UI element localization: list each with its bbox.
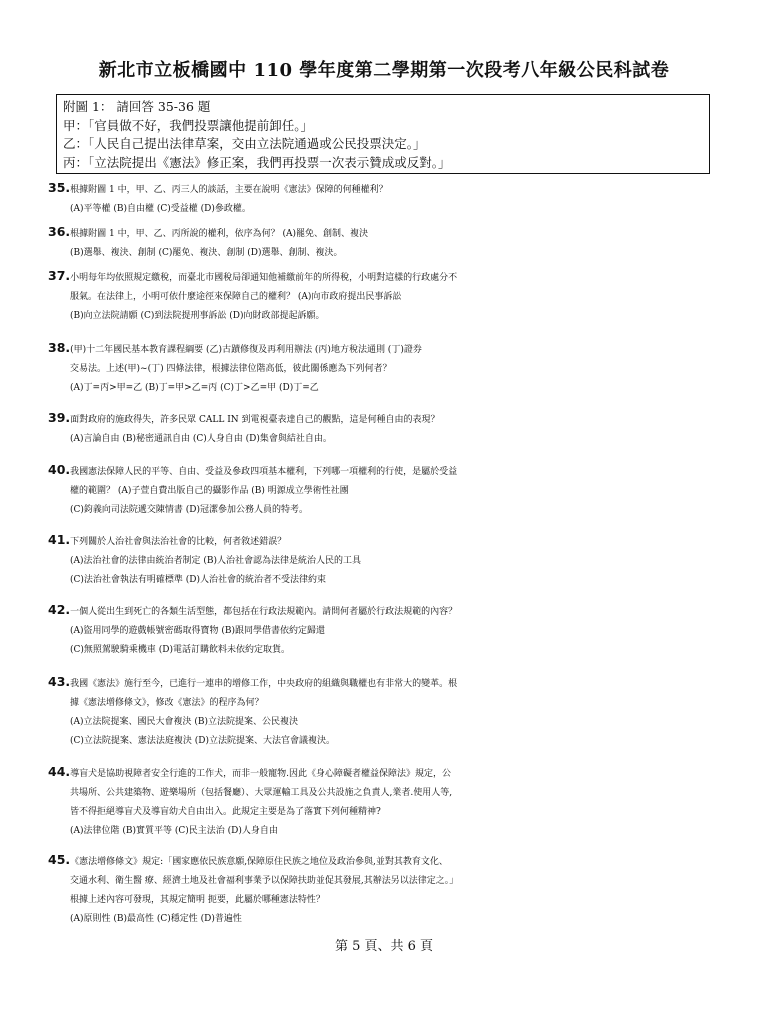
- question-38: [48, 338, 728, 398]
- question-options: (A)立法院提案、國民大會複決 (B)立法院提案、公民複決: [70, 717, 299, 727]
- question-stem: 導盲犬是協助視障者安全行進的工作犬，而非一般寵物.因此《身心障礙者權益保障法》規定，公: [70, 769, 452, 779]
- question-37: [48, 266, 728, 326]
- question-36: [48, 222, 728, 263]
- question-number: 43.: [48, 674, 71, 689]
- question-options: (C)鈞義向司法院遞交陳情書 (D)冠潔參加公務人員的特考。: [70, 505, 309, 515]
- question-options: (A)丁=丙>甲=乙 (B)丁=甲>乙=丙 (C)丁>乙=甲 (D)丁=乙: [70, 383, 319, 393]
- question-42: [48, 600, 728, 660]
- question-stem: (甲)十二年國民基本教育課程綱要 (乙)古蹟修復及再利用辦法 (丙)地方稅法通則 (丁)證券: [70, 345, 422, 355]
- question-stem: 一個人從出生到死亡的各類生活型態，都包括在行政法規範內。請問何者屬於行政法規範的內容？: [70, 607, 458, 617]
- question-stem: 面對政府的施政得失，許多民眾 CALL IN 到電視臺表達自己的觀點，這是何種自由的表現？: [70, 415, 440, 425]
- question-options: (A)法治社會的法律由統治者制定 (B)人治社會認為法律是統治人民的工具: [70, 556, 362, 566]
- figure-quote-yi: 乙：「人民自己提出法律草案，交由立法院通過或公民投票決定。」: [63, 136, 426, 151]
- question-number: 40.: [48, 462, 71, 477]
- question-number: 38.: [48, 340, 71, 355]
- question-stem: 下列關於人治社會與法治社會的比較，何者敘述錯誤？: [70, 537, 287, 547]
- question-stem: 小明每年均依照規定繳稅，而臺北市國稅局卻通知他補繳前年的所得稅，小明對這樣的行政處分不: [70, 273, 458, 283]
- question-number: 35.: [48, 180, 71, 195]
- question-number: 44.: [48, 764, 71, 779]
- question-44: [48, 762, 728, 841]
- question-text-line: 交通水利、衛生醫 療、經濟土地及社會福利事業予以保障扶助並促其發展,其辦法另以法律定之。」: [70, 876, 459, 886]
- question-text-line: 皆不得拒絕導盲犬及導盲幼犬自由出入。此規定主要是為了落實下列何種精神?: [70, 807, 381, 817]
- page-number: 第 5 頁、共 6 頁: [334, 939, 434, 954]
- figure-quote-bing: 丙：「立法院提出《憲法》修正案，我們再投票一次表示贊成或反對。」: [63, 154, 451, 170]
- question-options: (B)選舉、複決、創制 (C)罷免、複決、創制 (D)選舉、創制、複決。: [70, 248, 343, 258]
- question-text-line: 交易法。上述(甲)~(丁) 四條法律，根據法律位階高低，彼此關係應為下列何者？: [70, 364, 392, 374]
- question-text-line: 共場所、公共建築物、遊樂場所（包括餐廳）、大眾運輸工具及公共設施之負責人,業者.使用人等,: [70, 788, 453, 798]
- question-number: 39.: [48, 410, 71, 425]
- question-options: (A)平等權 (B)自由權 (C)受益權 (D)參政權。: [70, 204, 251, 214]
- question-41: [48, 530, 728, 590]
- question-stem: 根據附圖 1 中，甲、乙、丙三人的談話，主要在說明《憲法》保障的何種權利？: [70, 185, 388, 195]
- question-options: (A)言論自由 (B)秘密通訊自由 (C)人身自由 (D)集會與結社自由。: [70, 434, 332, 444]
- question-number: 41.: [48, 532, 71, 547]
- question-43: [48, 672, 728, 751]
- question-stem: 我國《憲法》施行至今，已進行一連串的增修工作，中央政府的組織與職權也有非常大的變革。根: [70, 679, 458, 689]
- question-number: 45.: [48, 852, 71, 867]
- question-options: (B)向立法院請願 (C)到法院提刑事訴訟 (D)向財政部提起訴願。: [70, 311, 325, 321]
- figure-1-box: [56, 94, 710, 174]
- question-45: [48, 850, 728, 929]
- question-options: (A)盜用同學的遊戲帳號密碼取得寶物 (B)跟同學借書依約定歸還: [70, 626, 326, 636]
- question-stem: 《憲法增修條文》規定:「國家應依民族意願,保障原住民族之地位及政治參與,並對其教育文化、: [70, 857, 448, 867]
- question-number: 36.: [48, 224, 71, 239]
- figure-quote-jia: 甲：「官員做不好，我們投票讓他提前卸任。」: [63, 117, 314, 133]
- question-options: (C)立法院提案、憲法法庭複決 (D)立法院提案、大法官會議複決。: [70, 736, 336, 746]
- question-stem: 根據附圖 1 中，甲、乙、丙所說的權利，依序為何？ (A)罷免、創制、複決: [70, 229, 368, 239]
- question-35: [48, 178, 728, 219]
- question-text-line: 服氣。在法律上，小明可依什麼途徑來保障自己的權利？ (A)向市政府提出民事訴訟: [70, 292, 402, 302]
- question-number: 37.: [48, 268, 71, 283]
- figure-caption: 附圖 1： 請回答 35-36 題: [63, 99, 211, 114]
- question-text-line: 據《憲法增修條文》，修改《憲法》的程序為何？: [70, 698, 264, 708]
- question-options: (A)原則性 (B)最高性 (C)穩定性 (D)普遍性: [70, 914, 242, 924]
- exam-title: 新北市立板橋國中 110 學年度第二學期第一次段考八年級公民科試卷: [98, 60, 670, 81]
- question-number: 42.: [48, 602, 71, 617]
- question-options: (C)無照駕駛騎乘機車 (D)電話訂購飲料未依約定取貨。: [70, 645, 291, 655]
- question-options: (A)法律位階 (B)實質平等 (C)民主法治 (D)人身自由: [70, 826, 278, 836]
- question-text-line: 根據上述內容可發現，其規定簡明 扼要，此屬於哪種憲法特性？: [70, 895, 325, 905]
- question-stem: 我國憲法保障人民的平等、自由、受益及參政四項基本權利，下列哪一項權利的行使，是屬於受益: [70, 467, 458, 477]
- question-options: (C)法治社會執法有明確標準 (D)人治社會的統治者不受法律約束: [70, 575, 327, 585]
- question-options: 權的範圍？ (A)子萱自費出版自己的攝影作品 (B) 明源成立學術性社團: [70, 486, 349, 496]
- question-40: [48, 460, 728, 520]
- question-39: [48, 408, 728, 449]
